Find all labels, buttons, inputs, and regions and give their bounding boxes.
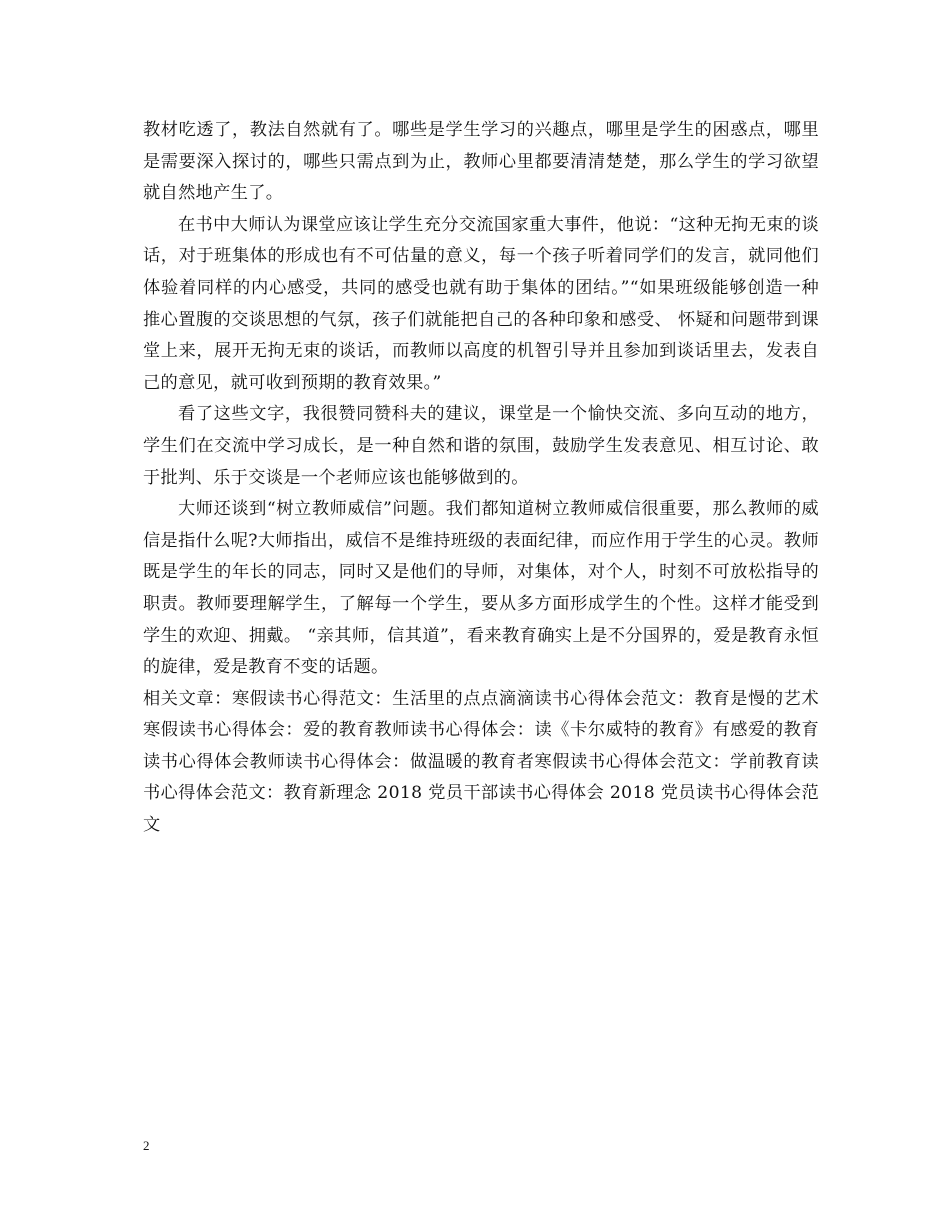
paragraph-4: 大师还谈到“树立教师威信”问题。我们都知道树立教师威信很重要，那么教师的威信是指什么呢?大师指出，威信不是维持班级的表面纪律，而应作用于学生的心灵。教师既是学生的年长的同志，同时又是他们的导师，对集体，对个人，时刻不可放松指导的职责。教师要理解学生，了解每一个学生，要从多方面形成学生的个性。这样才能受到学生的欢迎、拥戴。 “亲其师，信其道”，看来教育确实上是不分国界的，爱是教育永恒的旋律，爱是教育不变的话题。 xyxy=(143,499,819,678)
paragraph-3: 看了这些文字，我很赞同赞科夫的建议，课堂是一个愉快交流、多向互动的地方，学生们在交流中学习成长，是一种自然和谐的氛围，鼓励学生发表意见、相互讨论、敢于批判、乐于交谈是一个老师应该也能够做到的。 xyxy=(143,404,819,488)
related-articles: 相关文章：寒假读书心得范文：生活里的点点滴滴读书心得体会范文：教育是慢的艺术寒假读书心得体会：爱的教育教师读书心得体会：读《卡尔威特的教育》有感爱的教育读书心得体会教师读书心得体会：做温暖的教育者寒假读书心得体会范文：学前教育读书心得体会范文：教育新理念 2018 党员干部读书心得体会 2018 党员读书心得体会范文 xyxy=(143,688,819,836)
paragraph-2: 在书中大师认为课堂应该让学生充分交流国家重大事件，他说：“这种无拘无束的谈话，对于班集体的形成也有不可估量的意义，每一个孩子听着同学们的发言，就同他们体验着同样的内心感受，共同的感受也就有助于集体的团结。”“如果班级能够创造一种推心置腹的交谈思想的气氛，孩子们就能把自己的各种印象和感受、 怀疑和问题带到课堂上来，展开无拘无束的谈话，而教师以高度的机智引导并且参加到谈话里去，发表自己的意见，就可收到预期的教育效果。” xyxy=(143,214,819,393)
paragraph-1: 教材吃透了，教法自然就有了。哪些是学生学习的兴趣点，哪里是学生的困惑点，哪里是需要深入探讨的，哪些只需点到为止，教师心里都要清清楚楚，那么学生的学习欲望就自然地产生了。 xyxy=(143,120,819,204)
page-number: 2 xyxy=(143,1138,150,1153)
document-body xyxy=(143,115,819,842)
